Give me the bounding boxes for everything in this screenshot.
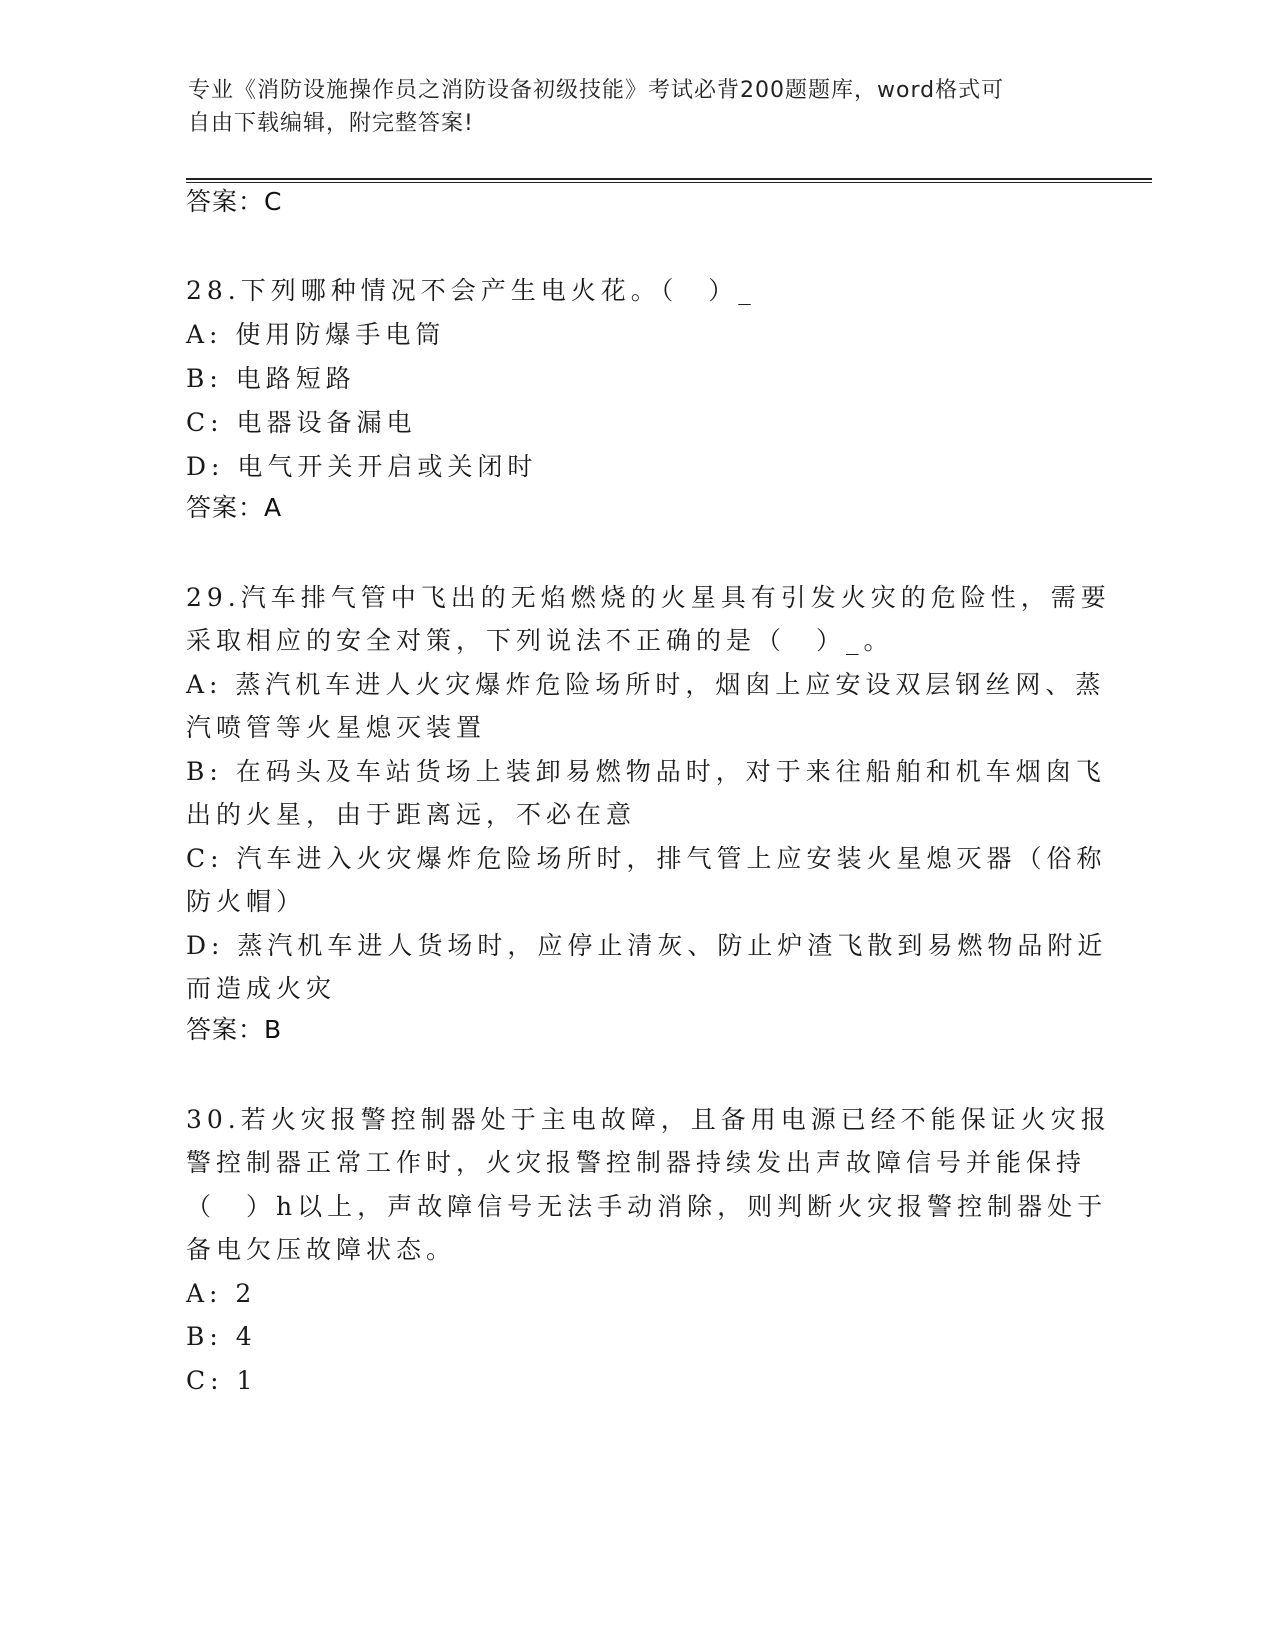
question-30-text-line-1: 30.若火灾报警控制器处于主电故障，且备用电源已经不能保证火灾报	[186, 1105, 1111, 1134]
question-28-option-a: A: 使用防爆手电筒	[186, 320, 446, 349]
question-30-option-b: B: 4	[186, 1322, 257, 1351]
question-30-text-line-2: 警控制器正常工作时，火灾报警控制器持续发出声故障信号并能保持	[186, 1148, 1087, 1177]
question-29-option-a-line-2: 汽喷管等火星熄灭装置	[186, 713, 487, 742]
question-30-option-a: A: 2	[186, 1279, 257, 1308]
question-29-option-c-line-2: 防火帽）	[186, 887, 307, 916]
question-29-option-b-line-1: B: 在码头及车站货场上装卸易燃物品时，对于来往船舶和机车烟囱飞	[186, 757, 1106, 786]
question-28-text: 28.下列哪种情况不会产生电火花。（ ）_	[186, 276, 756, 305]
question-28-option-b: B: 电路短路	[186, 364, 356, 393]
question-28-option-c: C: 电器设备漏电	[186, 408, 417, 437]
question-30-option-c: C: 1	[186, 1366, 258, 1395]
question-29-text-line-1: 29.汽车排气管中飞出的无焰燃烧的火星具有引发火灾的危险性，需要	[186, 583, 1111, 612]
question-29-text-line-2: 采取相应的安全对策，下列说法不正确的是（ ）_。	[186, 626, 894, 655]
question-29-option-b-line-2: 出的火星，由于距离远，不必在意	[186, 800, 637, 829]
header-divider	[186, 178, 1152, 183]
document-header	[188, 74, 1068, 140]
question-29-option-a-line-1: A: 蒸汽机车进人火灾爆炸危险场所时，烟囱上应安设双层钢丝网、蒸	[186, 670, 1106, 699]
question-28-option-d: D: 电气开关开启或关闭时	[186, 452, 538, 481]
header-title-line-1: 专业《消防设施操作员之消防设备初级技能》考试必背200题题库，word格式可	[188, 78, 1005, 103]
question-29-option-d-line-1: D: 蒸汽机车进人货场时，应停止清灰、防止炉渣飞散到易燃物品附近	[186, 931, 1108, 960]
header-title-line-2: 自由下载编辑，附完整答案!	[188, 111, 474, 136]
question-30-text-line-4: 备电欠压故障状态。	[186, 1235, 457, 1264]
question-29-option-d-line-2: 而造成火灾	[186, 974, 337, 1003]
question-30-text-line-3: （ ）h以上，声故障信号无法手动消除，则判断火灾报警控制器处于	[186, 1192, 1108, 1221]
question-28-answer: 答案：A	[186, 493, 283, 522]
question-29-answer: 答案：B	[186, 1015, 283, 1044]
question-29-option-c-line-1: C: 汽车进入火灾爆炸危险场所时，排气管上应安装火星熄灭器（俗称	[186, 844, 1107, 873]
previous-answer: 答案：C	[186, 187, 283, 216]
